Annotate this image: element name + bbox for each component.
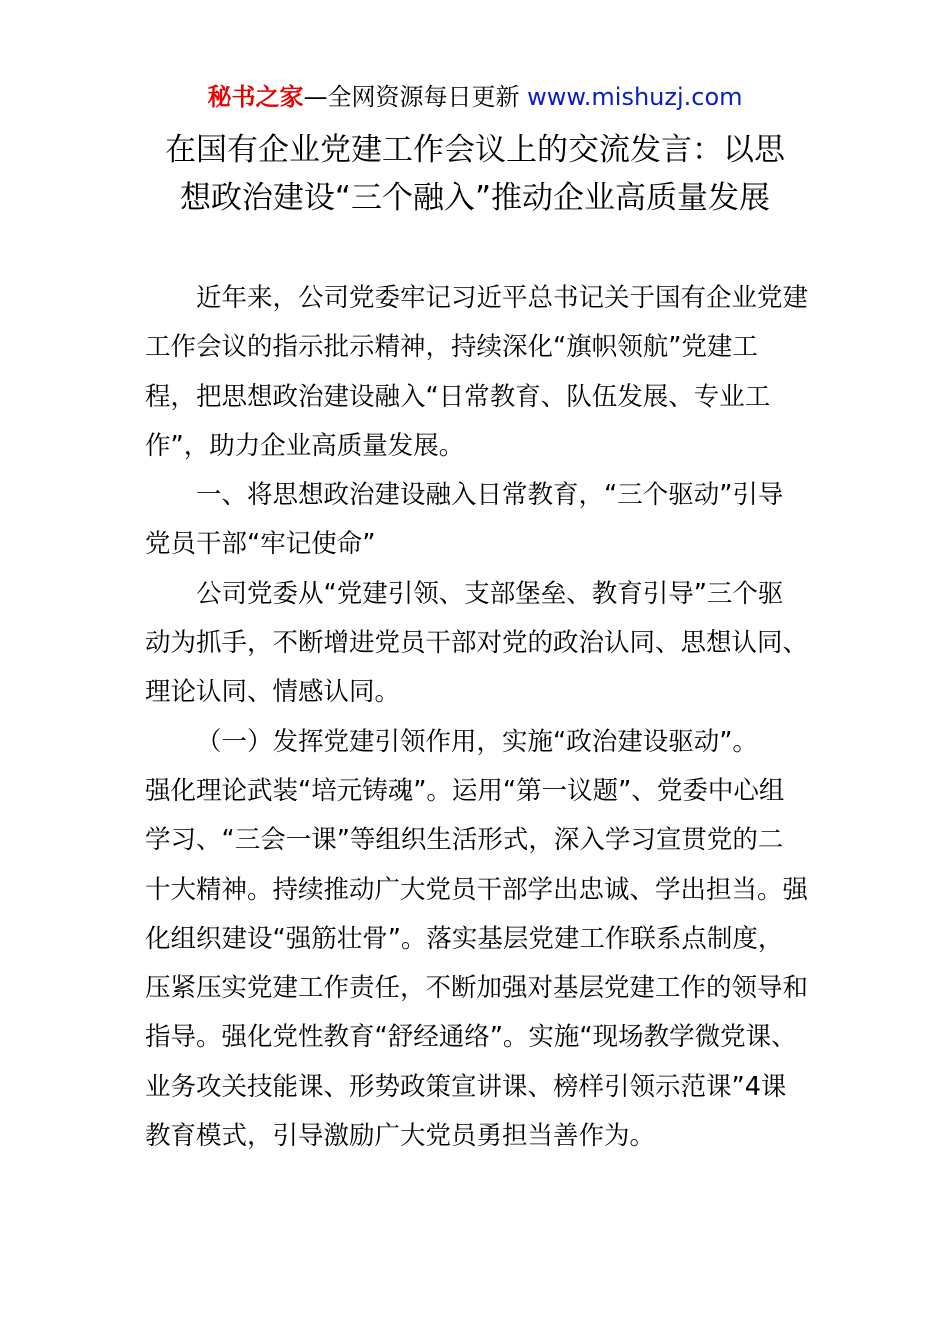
site-banner (0, 80, 950, 114)
title-line-1: 在国有企业党建工作会议上的交流发言：以思 (165, 132, 785, 168)
paragraph-subsection-1: 强化理论武装“培元铸魂”。运用“第一议题”、党委中心组学习、“三会一课”等组织生活形式，深入学习宣贯党的二十大精神。持续推动广大党员干部学出忠诚、学出担当。强化组织建设“强筋壮骨”。落实基层党建工作联系点制度，压紧压实党建工作责任，不断加强对基层党建工作的领导和指导。强化党性教育“舒经通络”。实施“现场教学微党课、业务攻关技能课、形势政策宣讲课、榜样引领示范课”4课教育模式，引导激励广大党员勇担当善作为。 (145, 775, 809, 1152)
document-title (120, 126, 830, 222)
section-heading-1: 一、将思想政治建设融入日常教育，“三个驱动”引导党员干部“牢记使命” (145, 480, 784, 560)
site-url-link[interactable]: www.mishuzj.com (527, 83, 743, 111)
document-body (145, 274, 808, 1161)
paragraph-section-1: 公司党委从“党建引领、支部堡垒、教育引导”三个驱动为抓手，不断增进党员干部对党的政治认同、思想认同、理论认同、情感认同。 (145, 578, 809, 708)
subsection-heading-1: （一）发挥党建引领作用，实施“政治建设驱动”。 (196, 726, 758, 757)
paragraph-intro: 近年来，公司党委牢记习近平总书记关于国有企业党建工作会议的指示批示精神，持续深化“旗帜领航”党建工程，把思想政治建设融入“日常教育、队伍发展、专业工作”，助力企业高质量发展。 (145, 283, 809, 461)
brand-name: 秘书之家 (207, 83, 304, 111)
banner-tagline: —全网资源每日更新 (303, 83, 528, 111)
title-line-2: 想政治建设“三个融入”推动企业高质量发展 (179, 180, 771, 216)
